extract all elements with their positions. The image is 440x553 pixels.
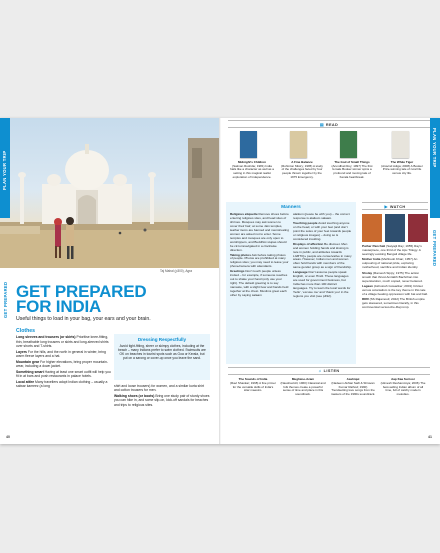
page-number-left: 40 xyxy=(6,435,10,439)
album-entry: Aap Kaa Surroor (Himesh Reshammiya; 2006) The best-selling Indian album of all time, full of catchy modern melodies. xyxy=(380,377,426,397)
clothes-heading: Clothes xyxy=(16,328,36,334)
book-entry: The White Tiger (Aravind Adiga; 2008) A Booker Prize-winning tale of rural life versus city life. xyxy=(381,160,423,176)
film-poster xyxy=(362,214,382,242)
clothes-para: Walking shoes (or boots) Bring one study pair of sturdy shoes you can hike in, and some slip-on, kick-off sandals for beaches and trips to religious sites. xyxy=(114,394,210,407)
manners-para: Taking photos Ask before taking photos of people. Photos are prohibited at many religious sites; you may need to leave your phone/camera with attendants. xyxy=(230,252,289,269)
manners-para: alaikum (peace be with you) – the correct response is alaikum salaam. xyxy=(293,212,350,220)
film-entry: Sholay (Ramesh Sippy; 1975) The action smash that thrust Amitabh Bachchan into superstardom, much copied, never bettered. xyxy=(362,270,423,283)
watch-heading-band xyxy=(362,202,428,210)
book-cover xyxy=(290,131,307,158)
listen-heading: LISTEN xyxy=(323,369,340,373)
book-cover xyxy=(340,131,357,158)
watch-heading: WATCH xyxy=(389,205,406,209)
side-section-left-label: GET PREPARED xyxy=(3,281,8,318)
film-entry: Pather Panchali (Satyajit Ray; 1955) Ray's masterpiece, one third of the Apu Trilogy. A searingly evoking Bengali village life. xyxy=(362,244,422,256)
film-poster xyxy=(385,214,405,242)
taj-mahal-illustration xyxy=(0,118,219,268)
watch-list xyxy=(362,245,428,312)
film-icon: ▶ xyxy=(384,205,388,209)
taj-mahal-photo xyxy=(0,118,219,268)
book-cover xyxy=(392,131,409,158)
dressing-respectfully-box xyxy=(114,334,210,380)
manners-heading: Manners xyxy=(281,205,301,210)
manners-para: Language Don't assume people speak English, or even Hindi. These languages are used for government business, but India has more than 100 distinct languages. Try to learn the local words for 'hello', 'excuse me' and 'thank you' in the regions you visit (see p492). xyxy=(293,270,351,299)
page-title-line1: GET PREPARED xyxy=(16,282,147,301)
page-title xyxy=(16,284,146,314)
manners-para: Touching people Avoid touching anyone on the head, or with your feet (and don't point the soles of your feet towards people or religious images) – doing so is considered insulting. xyxy=(293,220,352,241)
side-section-right-label: GET PREPARED xyxy=(432,230,437,267)
read-heading-band xyxy=(228,120,430,128)
clothes-para: Local attire Many travellers adopt Indian clothing – usually a salwar kameez (a long xyxy=(16,379,108,389)
book-entry: Midnight's Children (Salman Rushdie; 1981) India hails like a character as well as a setting in this magical realist exploration of Independence. xyxy=(230,160,274,179)
book-covers xyxy=(232,131,426,159)
book-entry: The God of Small Things (Arundhati Roy; 1997) The first female Booker winner spins a profound and moving tale of Kerala heartbreak. xyxy=(331,160,373,179)
dressing-respectfully-text: Avoid tight-fitting, sheer or skimpy clothes, including at the beach – many Indians prefer to swim clothed. Swimsuits are OK on beaches in tourist spots such as Goa or Kerala, but put on a sarong or cover-up once you leave the sand. xyxy=(118,344,206,361)
guidebook-spread xyxy=(0,118,440,444)
film-entry: Lagaan (Ashutosh Gowariker; 2001) Cricket versus colonialism is the key theme in this tale of a village beating oppression with bat and ball. xyxy=(362,284,428,296)
dressing-respectfully-heading: Dressing Respectfully xyxy=(137,337,187,342)
clothes-para: Something smart Having at least one smart outfit will help you fit in at bars and posh restaurants in palace hotels. xyxy=(16,369,111,379)
book-entry: A Fine Balance (Rohinton Mistry; 1995) A study of the challenges faced by four people thrown together by the 1975 Emergency. xyxy=(281,160,323,179)
manners-right-column xyxy=(293,213,352,300)
manners-para: Religious etiquette Remove shoes before entering religious sites, and head sites of shrines. Mosques may ask women to cover their hair; at some Jain temples, leather items are banned and menstruating women are asked not to enter. Some temples and mosques are only open to worshippers, and Buddhist stupas should be circumnavigated in a clockwise direction. xyxy=(230,212,289,252)
page-subtitle: Useful things to load in your bag, your ears and your brain. xyxy=(16,316,151,322)
manners-para: Displays of affection Be discreet. Men and women holding hands and kissing is rare in public, and attitudes towards LGBTIQ+ people are conservative in many areas. However, Indian men and women often hold hands with members of the same gender group as a sign of friendship. xyxy=(293,241,352,270)
book-cover xyxy=(240,131,257,158)
album-entry: Aashiqui (Nadeem Akhtar Saifi & Shravan Kumar Rathod; 1990) Trendsetting love songs from the masters of the 1990s soundtrack. xyxy=(330,377,376,397)
listen-heading-band xyxy=(228,367,430,375)
clothes-para: shirt and loose trousers) for women, and a similar kurta shirt and cotton trousers for men. xyxy=(114,384,205,393)
page-fold xyxy=(219,118,221,444)
manners-left-column xyxy=(230,213,289,299)
page-title-line2: FOR INDIA xyxy=(16,297,102,316)
album-entry: Mughal-e-Azam (Naushad Ali; 1960) Classical and folk themes create a powerful sense of time and place in this soundtrack. xyxy=(280,377,326,397)
clothes-section xyxy=(16,329,112,390)
film-entry: Mother India (Mehboob Khan; 1957) An outpouring of national pride, exploring motherhood, sacrifice and Indian identity. xyxy=(362,257,419,270)
book-icon: ▤ xyxy=(319,123,324,127)
film-posters xyxy=(362,214,428,242)
album-entry: The Sounds of India (Ravi Shankar; 1968) A fine primer for the versatile skills of India's sitar maestro. xyxy=(230,377,276,393)
clothes-para: Layers For the hills, and the north in general in winter, bring warm fleece layers and a hat. xyxy=(16,349,106,358)
photo-caption: Taj Mahal (p300), Agra xyxy=(160,269,193,273)
headphones-icon: ♫ xyxy=(318,369,322,373)
manners-para: Greetings Don't touch people unless invited – for example, if someone reaches out to shake your hand (only use your right). The default greeting is to say namaste, with a slight bow and hands held together at the chest. Muslims greet each other by saying salaam xyxy=(230,269,289,298)
read-heading: READ xyxy=(325,123,339,127)
clothes-para: Mountain gear For higher elevations, bring proper mountain-wear, including a down jacket. xyxy=(16,359,108,369)
manners-box xyxy=(226,202,356,364)
film-entry: RRR (SS Rajamouli; 2022) The British empire gets skewered, sometimes literally, in this controversial versus-the-Raj romp. xyxy=(362,297,425,310)
clothes-para: Long sleeves and trousers (or skirts) Prioritise knee-fitting, thin, breathable long trousers or skirts and long-sleeved shirts over shorts and T-shirts. xyxy=(16,335,109,348)
side-tab-right-label: PLAN YOUR TRIP xyxy=(432,128,437,168)
clothes-continued xyxy=(114,384,210,408)
page-number-right: 41 xyxy=(428,435,432,439)
film-poster xyxy=(408,214,428,242)
side-tab-left-label: PLAN YOUR TRIP xyxy=(2,150,7,190)
